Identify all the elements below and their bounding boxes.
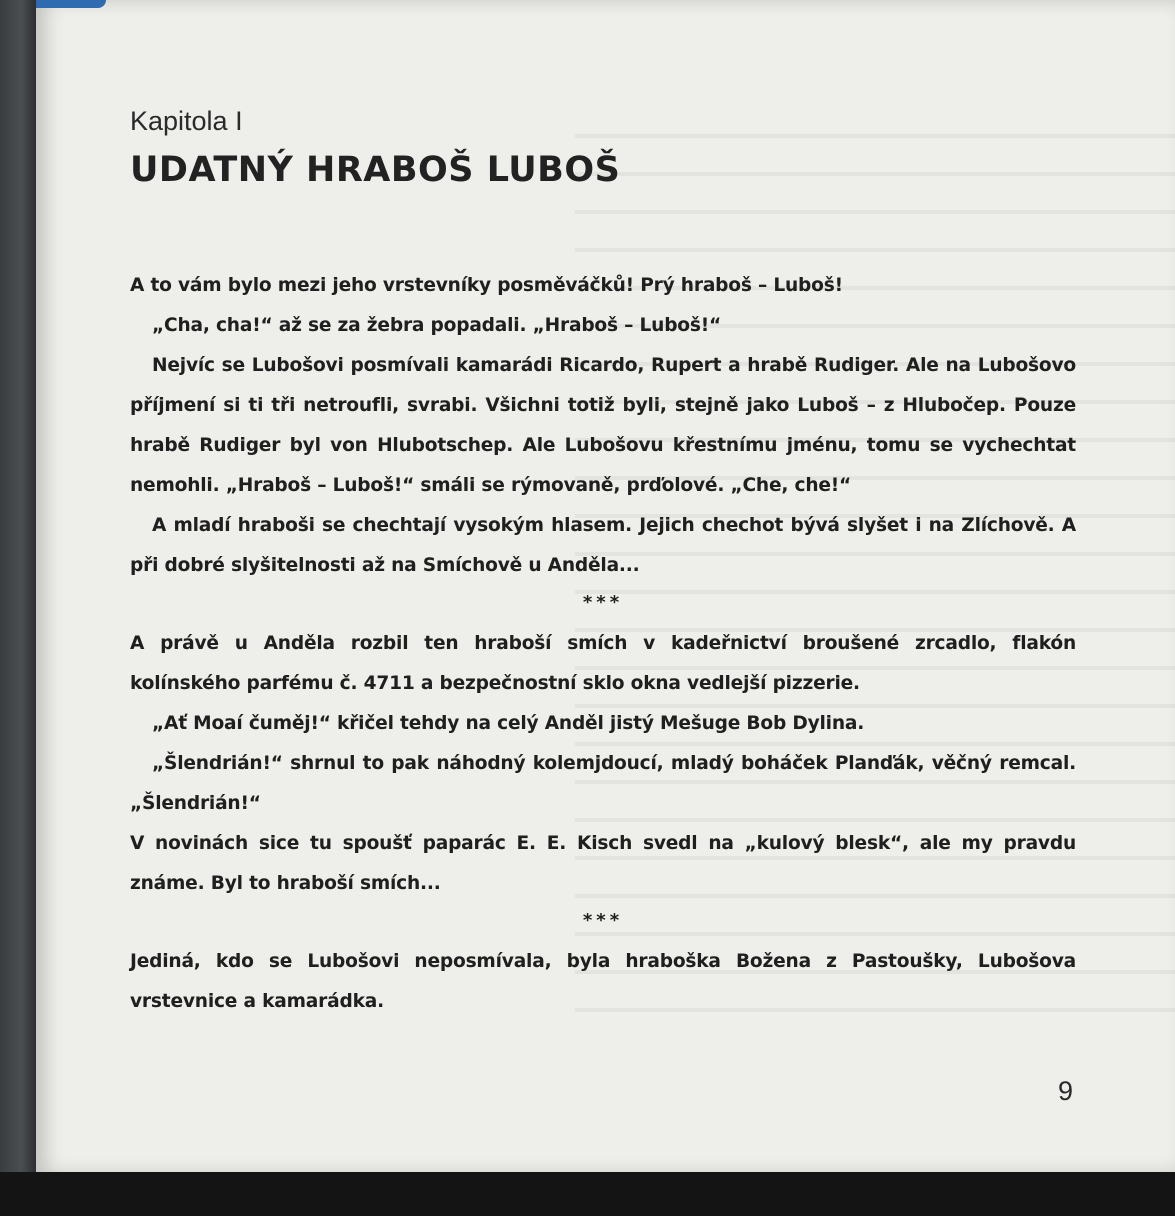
body-text	[130, 266, 1076, 1022]
chapter-title: UDATNÝ HRABOŠ LUBOŠ	[130, 150, 621, 190]
paragraph: A právě u Anděla rozbil ten hraboší smích v kadeřnictví broušené zrcadlo, flakón kolínského parfému č. 4711 a bezpečnostní sklo okna vedlejší pizzerie.	[130, 633, 1076, 694]
book-spine	[0, 0, 36, 1216]
section-separator: ***	[582, 910, 624, 931]
paragraph: „Cha, cha!“ až se za žebra popadali. „Hraboš – Luboš!“	[152, 315, 722, 336]
corner-accent	[36, 0, 106, 8]
paragraph: „Šlendrián!“ shrnul to pak náhodný kolemjdoucí, mladý boháček Planďák, věčný remcal. „Šlendrián!“	[130, 753, 1076, 814]
paragraph: „Ať Moaí čuměj!“ křičel tehdy na celý Anděl jistý Mešuge Bob Dylina.	[152, 713, 865, 734]
paragraph: A to vám bylo mezi jeho vrstevníky posměváčků! Prý hraboš – Luboš!	[130, 275, 843, 296]
paragraph: V novinách sice tu spoušť paparác E. E. Kisch svedl na „kulový blesk“, ale my pravdu známe. Byl to hraboší smích...	[130, 833, 1076, 894]
paragraph: Nejvíc se Lubošovi posmívali kamarádi Ricardo, Rupert a hrabě Rudiger. Ale na Lubošovo příjmení si ti tři netroufli, svrabi. Všichni totiž byli, stejně jako Luboš – z Hlubočep. Pouze hrabě Rudiger byl von Hlubotschep. Ale Lubošovu křestnímu jménu, tomu se vychechtat nemohli. „Hraboš – Luboš!“ smáli se rýmovaně, prďolové. „Che, che!“	[130, 355, 1076, 496]
section-separator: ***	[582, 592, 624, 613]
paragraph: Jediná, kdo se Lubošovi neposmívala, byla hraboška Božena z Pastoušky, Lubošova vrstevnice a kamarádka.	[130, 951, 1076, 1012]
page-number: 9	[1058, 1076, 1074, 1106]
chapter-label: Kapitola I	[130, 106, 243, 136]
paragraph: A mladí hraboši se chechtají vysokým hlasem. Jejich chechot bývá slyšet i na Zlíchově. A při dobré slyšitelnosti až na Smíchově u Anděla...	[130, 515, 1076, 576]
page-bottom-edge	[0, 1172, 1175, 1216]
